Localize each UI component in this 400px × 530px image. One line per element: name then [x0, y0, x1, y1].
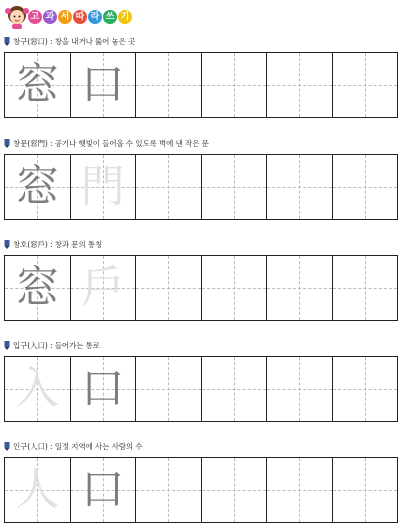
word-definition-label: 입구(入口) : 들어가는 통로	[13, 340, 100, 350]
title-bubble: 따	[73, 10, 87, 24]
word-definition	[4, 35, 135, 47]
word-definition-label: 창문(窓門) : 공기나 햇빛이 들어올 수 있도록 벽에 낸 작은 문	[13, 138, 209, 148]
model-character-cell	[71, 458, 137, 522]
writing-grid	[4, 154, 398, 220]
practice-cell[interactable]	[333, 53, 398, 117]
model-character-cell	[71, 53, 137, 117]
practice-section	[0, 137, 400, 221]
word-definition	[4, 339, 100, 351]
practice-section	[0, 339, 400, 423]
hanja-character: 人	[15, 464, 60, 515]
practice-cell[interactable]	[202, 53, 268, 117]
writing-grid	[4, 457, 398, 523]
title-bubble: 과	[43, 10, 57, 24]
practice-cell[interactable]	[333, 357, 398, 421]
practice-cell[interactable]	[333, 155, 398, 219]
practice-cell[interactable]	[202, 357, 268, 421]
practice-cell[interactable]	[333, 458, 398, 522]
title-bubble: 쓰	[103, 10, 117, 24]
practice-cell[interactable]	[136, 256, 202, 320]
writing-grid	[4, 356, 398, 422]
title-bubble: 고	[28, 10, 42, 24]
title-bubble: 기	[118, 10, 132, 24]
writing-grid	[4, 52, 398, 118]
word-definition	[4, 440, 142, 452]
girl-mascot-icon	[4, 3, 30, 29]
pencil-bullet-icon	[4, 240, 10, 249]
practice-cell[interactable]	[202, 458, 268, 522]
page-header	[4, 3, 144, 29]
writing-grid	[4, 255, 398, 321]
hanja-character: 窓	[15, 262, 60, 313]
practice-cell[interactable]	[267, 357, 333, 421]
model-character-cell	[71, 256, 137, 320]
pencil-bullet-icon	[4, 341, 10, 350]
hanja-character: 戶	[80, 262, 125, 313]
hanja-character: 口	[80, 363, 125, 414]
title-bubble: 라	[88, 10, 102, 24]
hanja-character: 入	[15, 363, 60, 414]
practice-cell[interactable]	[136, 155, 202, 219]
practice-cell[interactable]	[202, 256, 268, 320]
word-definition	[4, 238, 102, 250]
title-bubble: 서	[58, 10, 72, 24]
practice-section	[0, 35, 400, 119]
practice-section	[0, 440, 400, 524]
word-definition-label: 인구(人口) : 일정 지역에 사는 사람의 수	[13, 441, 143, 451]
hanja-character: 窓	[15, 59, 60, 110]
word-definition-label: 창구(窓口) : 창을 내거나 뚫어 놓은 곳	[13, 36, 136, 46]
practice-cell[interactable]	[267, 53, 333, 117]
practice-cell[interactable]	[267, 155, 333, 219]
title-bubbles	[28, 10, 132, 24]
hanja-character: 門	[80, 161, 125, 212]
pencil-bullet-icon	[4, 442, 10, 451]
model-character-cell	[5, 357, 71, 421]
word-definition-label: 창호(窓戶) : 창과 문의 통칭	[13, 239, 103, 249]
model-character-cell	[5, 256, 71, 320]
practice-cell[interactable]	[333, 256, 398, 320]
model-character-cell	[5, 458, 71, 522]
practice-cell[interactable]	[267, 256, 333, 320]
model-character-cell	[5, 155, 71, 219]
hanja-character: 口	[80, 59, 125, 110]
practice-cell[interactable]	[136, 458, 202, 522]
model-character-cell	[71, 357, 137, 421]
practice-cell[interactable]	[136, 53, 202, 117]
pencil-bullet-icon	[4, 139, 10, 148]
model-character-cell	[5, 53, 71, 117]
pencil-bullet-icon	[4, 37, 10, 46]
model-character-cell	[71, 155, 137, 219]
hanja-character: 口	[80, 464, 125, 515]
hanja-character: 窓	[15, 161, 60, 212]
word-definition	[4, 137, 209, 149]
practice-cell[interactable]	[136, 357, 202, 421]
practice-cell[interactable]	[267, 458, 333, 522]
practice-cell[interactable]	[202, 155, 268, 219]
practice-section	[0, 238, 400, 322]
